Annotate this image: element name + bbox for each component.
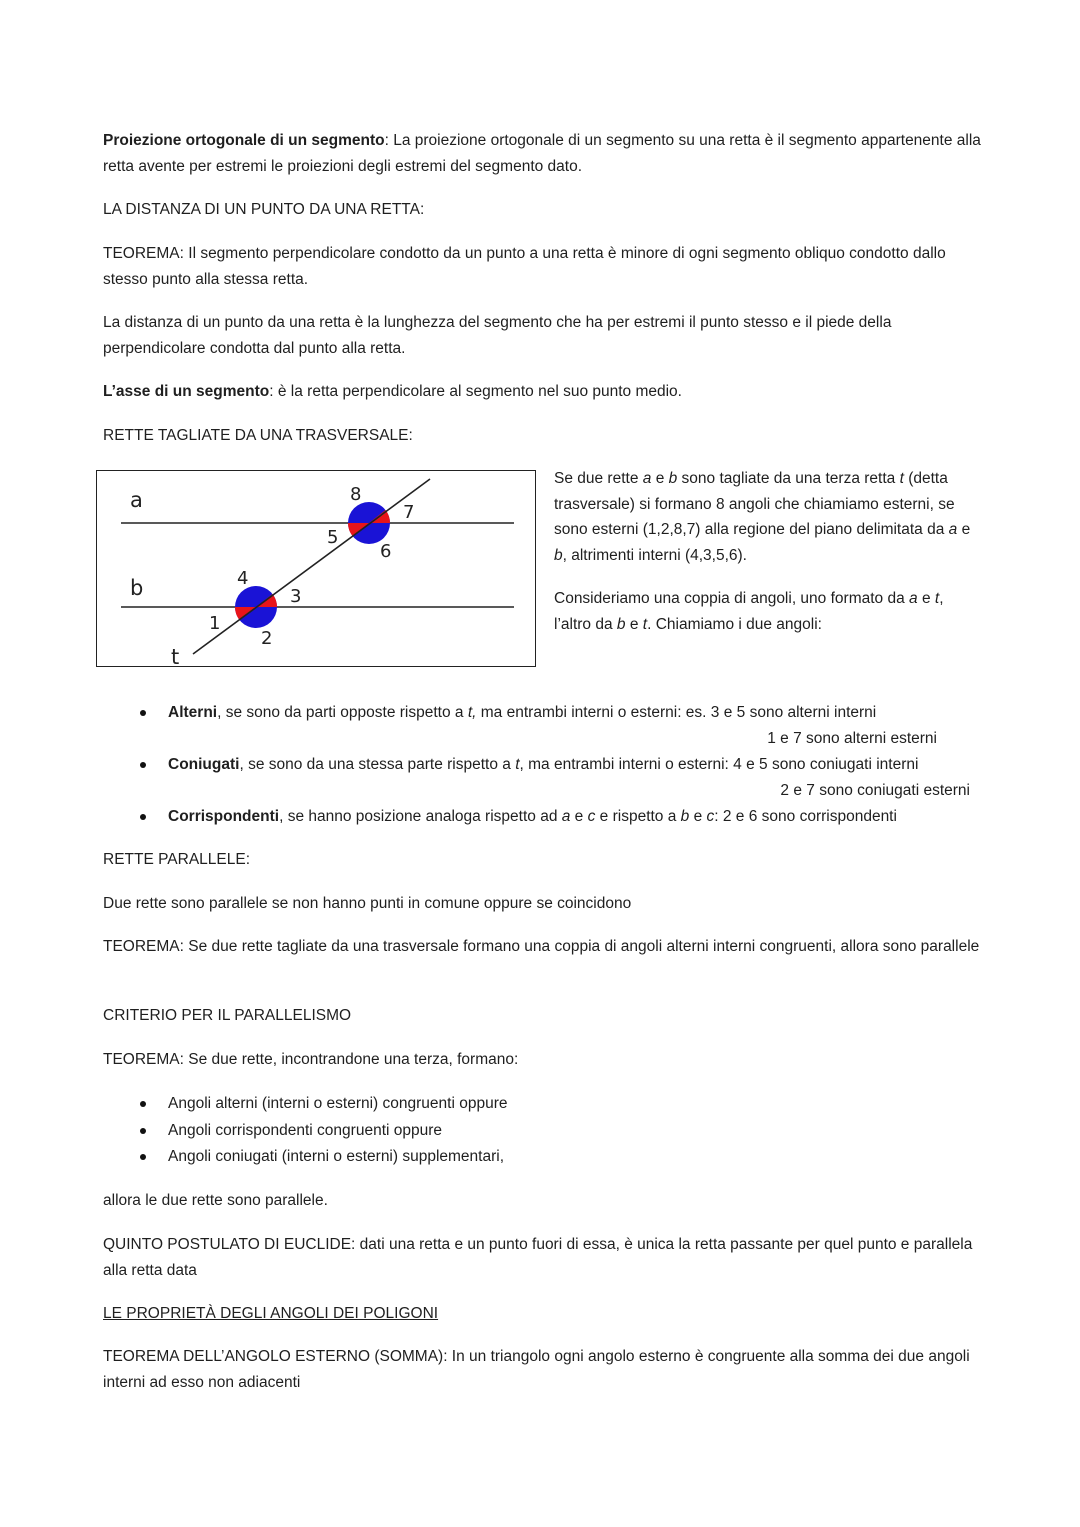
conclusione: allora le due rette sono parallele.	[103, 1192, 328, 1209]
line-t	[193, 479, 430, 654]
label-b: b	[130, 576, 144, 600]
teorema-angolo-esterno: TEOREMA DELL’ANGOLO ESTERNO (SOMMA): In un triangolo ogni angolo esterno è congruente alla somma dei due angoli interni ad esso non adiacenti	[103, 1348, 970, 1391]
definition-parallele: Due rette sono parallele se non hanno punti in comune oppure se coincidono	[103, 895, 632, 912]
list-item-corrispondenti: Corrispondenti, se hanno posizione analoga rispetto ad a e c e rispetto a b e c: 2 e 6 sono corrispondenti	[103, 804, 973, 830]
teorema-alterni: TEOREMA: Se due rette tagliate da una trasversale formano una coppia di angoli alterni interni congruenti, allora sono parallele	[103, 938, 980, 955]
list-item-criterio-3: Angoli coniugati (interni o esterni) supplementari,	[103, 1144, 983, 1170]
trasversale-description: Se due rette a e b sono tagliate da una terza retta t (detta trasversale) si formano 8 angoli che chiamiamo esterni, se sono esterni (1,2,8,7) alla regione del piano delimitata da a e b, altrimenti interni (4,3,5,6).	[554, 470, 971, 564]
list-item-criterio-2: Angoli corrispondenti congruenti oppure	[103, 1118, 983, 1144]
label-t: t	[171, 645, 180, 666]
term-proiezione: Proiezione ortogonale di un segmento	[103, 132, 385, 149]
list-item-criterio-1: Angoli alterni (interni o esterni) congruenti oppure	[103, 1091, 983, 1117]
definition-distanza: La distanza di un punto da una retta è la lunghezza del segmento che ha per estremi il punto stesso e il piede della perpendicolare condotta dal punto alla retta.	[103, 314, 892, 357]
coppia-angoli-description: Consideriamo una coppia di angoli, uno formato da a e t, l’altro da b e t. Chiamiamo i due angoli:	[554, 590, 944, 633]
definition-proiezione: Proiezione ortogonale di un segmento: La proiezione ortogonale di un segmento su una retta è il segmento appartenente alla retta avente per estremi le proiezioni degli estremi del segmento dato.	[103, 132, 981, 175]
angle-label-4: 4	[237, 568, 249, 589]
transversal-diagram	[97, 471, 535, 666]
quinto-postulato: QUINTO POSTULATO DI EUCLIDE: dati una retta e un punto fuori di essa, è unica la retta passante per quel punto e parallela alla retta data	[103, 1236, 973, 1279]
angle-label-3: 3	[290, 586, 302, 607]
angle-disc-upper	[348, 502, 390, 544]
heading-criterio: CRITERIO PER IL PARALLELISMO	[103, 1007, 352, 1024]
definition-asse: L’asse di un segmento: è la retta perpendicolare al segmento nel suo punto medio.	[103, 383, 682, 400]
list-item-alterni: Alterni, se sono da parti opposte rispetto a t, ma entrambi interni o esterni: es. 3 e 5 sono alterni interni 1 e 7 sono alterni esterni	[103, 700, 973, 751]
angle-types-list	[103, 700, 973, 830]
heading-parallele: RETTE PARALLELE:	[103, 851, 251, 868]
teorema-criterio: TEOREMA: Se due rette, incontrandone una terza, formano:	[103, 1051, 519, 1068]
angle-label-6: 6	[380, 541, 392, 562]
list-item-coniugati: Coniugati, se sono da una stessa parte rispetto a t, ma entrambi interni o esterni: 4 e 5 sono coniugati interni 2 e 7 sono coniugati esterni	[103, 752, 973, 803]
heading-trasversale: RETTE TAGLIATE DA UNA TRASVERSALE:	[103, 427, 413, 444]
heading-distanza: LA DISTANZA DI UN PUNTO DA UNA RETTA:	[103, 201, 425, 218]
angle-label-1: 1	[209, 613, 221, 634]
transversal-figure	[96, 470, 536, 667]
angle-label-7: 7	[403, 502, 415, 523]
criterio-list	[103, 1091, 983, 1170]
angle-label-8: 8	[350, 484, 362, 505]
term-asse: L’asse di un segmento	[103, 383, 270, 400]
angle-label-5: 5	[327, 527, 339, 548]
heading-poligoni: LE PROPRIETÀ DEGLI ANGOLI DEI POLIGONI	[103, 1305, 439, 1322]
label-a: a	[130, 488, 143, 512]
angle-label-2: 2	[261, 628, 273, 649]
teorema-perpendicolare: TEOREMA: Il segmento perpendicolare condotto da un punto a una retta è minore di ogni segmento obliquo condotto dallo stesso punto alla stessa retta.	[103, 245, 946, 288]
